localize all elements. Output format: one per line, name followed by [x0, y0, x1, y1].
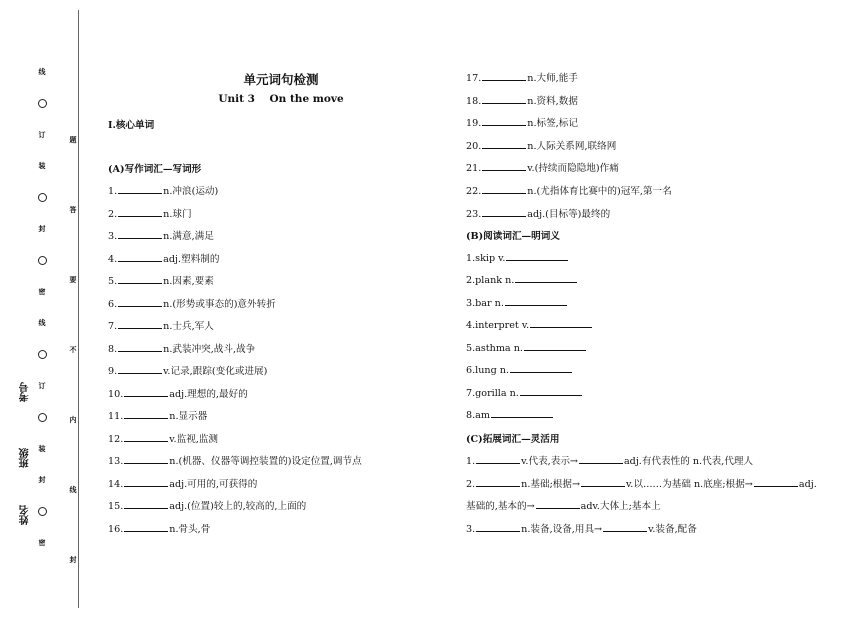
reading-item: 1.skip v. — [466, 251, 569, 264]
answer-blank[interactable] — [124, 522, 168, 532]
extension-item: 1. v.代表,表示→ adj.有代表性的 n.代表,代理人 — [466, 456, 754, 467]
reading-item: 6.lung n. — [466, 363, 573, 376]
reading-item: 7.gorilla n. — [466, 386, 583, 399]
answer-blank[interactable] — [118, 274, 162, 284]
seal-mark: 线 — [38, 68, 46, 76]
answer-blank[interactable] — [476, 477, 520, 487]
binding-margin — [0, 0, 80, 608]
exam-number-label: 考号 — [20, 382, 31, 402]
question-item: 23. adj.(目标等)最终的 — [466, 209, 611, 220]
answer-blank[interactable] — [118, 319, 162, 329]
extension-item-continued: 基础的,基本的→ adv.大体上;基本上 — [466, 501, 661, 512]
answer-blank[interactable] — [124, 409, 168, 419]
seal-mark: 密 — [38, 288, 46, 296]
binding-hole — [38, 193, 47, 202]
question-item: 21. v.(持续而隐隐地)作痛 — [466, 163, 619, 174]
part-b-heading: (B)阅读词汇—明词义 — [466, 231, 560, 242]
question-item: 18. n.资料,数据 — [466, 96, 578, 107]
seal-mark: 密 — [38, 539, 46, 547]
question-item: 10. adj.理想的,最好的 — [108, 389, 248, 400]
question-item: 19. n.标签,标记 — [466, 118, 578, 129]
binding-hole — [38, 99, 47, 108]
answer-blank[interactable] — [536, 499, 580, 509]
question-item: 12. v.监视,监测 — [108, 434, 219, 445]
seal-mark: 不 — [69, 346, 77, 354]
question-item: 14. adj.可用的,可获得的 — [108, 479, 258, 490]
seal-mark: 题 — [69, 136, 77, 144]
answer-blank[interactable] — [124, 477, 168, 487]
answer-blank[interactable] — [124, 387, 168, 397]
question-item: 5. n.因素,要素 — [108, 276, 214, 287]
answer-blank[interactable] — [118, 229, 162, 239]
question-item: 17. n.大师,能手 — [466, 73, 578, 84]
answer-blank[interactable] — [118, 207, 162, 217]
reading-item: 4.interpret v. — [466, 318, 593, 331]
question-item: 7. n.士兵,军人 — [108, 321, 214, 332]
seal-mark: 内 — [69, 416, 77, 424]
question-item: 2. n.球门 — [108, 209, 192, 220]
answer-blank[interactable] — [530, 318, 592, 328]
answer-blank[interactable] — [581, 477, 625, 487]
seal-mark: 答 — [69, 206, 77, 214]
question-item: 11. n.显示器 — [108, 411, 208, 422]
extension-item: 2. n.基础;根据→ v.以……为基础 n.底座;根据→ adj. — [466, 479, 817, 490]
section-heading: Ⅰ.核心单词 — [108, 120, 155, 131]
question-item: 9. v.记录,跟踪(变化或进展) — [108, 366, 268, 377]
part-a-heading: (A)写作词汇—写词形 — [108, 164, 202, 175]
seal-mark: 线 — [69, 486, 77, 494]
answer-blank[interactable] — [520, 386, 582, 396]
question-item: 4. adj.塑料制的 — [108, 254, 220, 265]
seal-mark: 装 — [38, 445, 46, 453]
seal-mark: 订 — [38, 131, 46, 139]
answer-blank[interactable] — [754, 477, 798, 487]
answer-blank[interactable] — [476, 522, 520, 532]
binding-hole — [38, 350, 47, 359]
fold-line — [78, 10, 79, 608]
answer-blank[interactable] — [124, 454, 168, 464]
answer-blank[interactable] — [118, 252, 162, 262]
seal-mark: 封 — [38, 476, 46, 484]
unit-subtitle: Unit 3 On the move — [218, 93, 344, 105]
answer-blank[interactable] — [118, 364, 162, 374]
binding-hole — [38, 256, 47, 265]
question-item: 1. n.冲浪(运动) — [108, 186, 219, 197]
question-item: 16. n.骨头,骨 — [108, 524, 211, 535]
reading-item: 3.bar n. — [466, 296, 568, 309]
part-c-heading: (C)拓展词汇—灵活用 — [466, 434, 560, 445]
answer-blank[interactable] — [118, 184, 162, 194]
answer-blank[interactable] — [515, 273, 577, 283]
question-item: 20. n.人际关系网,联络网 — [466, 141, 617, 152]
answer-blank[interactable] — [482, 184, 526, 194]
reading-item: 2.plank n. — [466, 273, 578, 286]
seal-mark: 封 — [38, 225, 46, 233]
answer-blank[interactable] — [118, 342, 162, 352]
answer-blank[interactable] — [506, 251, 568, 261]
answer-blank[interactable] — [482, 139, 526, 149]
answer-blank[interactable] — [505, 296, 567, 306]
answer-blank[interactable] — [482, 207, 526, 217]
question-item: 22. n.(尤指体育比赛中的)冠军,第一名 — [466, 186, 672, 197]
seal-mark: 要 — [69, 276, 77, 284]
answer-blank[interactable] — [482, 94, 526, 104]
class-label: 班级 — [20, 448, 31, 468]
reading-item: 5.asthma n. — [466, 341, 587, 354]
binding-hole — [38, 413, 47, 422]
question-item: 8. n.武装冲突,战斗,战争 — [108, 344, 256, 355]
question-item: 6. n.(形势或事态的)意外转折 — [108, 299, 276, 310]
answer-blank[interactable] — [482, 161, 526, 171]
extension-item: 3. n.装备,设备,用具→ v.装备,配备 — [466, 524, 697, 535]
seal-mark: 线 — [38, 319, 46, 327]
answer-blank[interactable] — [124, 499, 168, 509]
answer-blank[interactable] — [510, 363, 572, 373]
seal-mark: 订 — [38, 382, 46, 390]
answer-blank[interactable] — [476, 454, 520, 464]
reading-item: 8.am — [466, 408, 554, 421]
answer-blank[interactable] — [603, 522, 647, 532]
binding-hole — [38, 507, 47, 516]
answer-blank[interactable] — [491, 408, 553, 418]
question-item: 15. adj.(位置)较上的,较高的,上面的 — [108, 501, 307, 512]
answer-blank[interactable] — [579, 454, 623, 464]
question-item: 13. n.(机器、仪器等调控装置的)设定位置,调节点 — [108, 456, 362, 467]
page-title: 单元词句检测 — [243, 72, 319, 87]
name-label: 姓名 — [20, 505, 31, 525]
question-item: 3. n.满意,满足 — [108, 231, 214, 242]
answer-blank[interactable] — [482, 116, 526, 126]
answer-blank[interactable] — [124, 432, 168, 442]
answer-blank[interactable] — [524, 341, 586, 351]
answer-blank[interactable] — [482, 71, 526, 81]
seal-mark: 装 — [38, 162, 46, 170]
answer-blank[interactable] — [118, 297, 162, 307]
seal-line-outer — [35, 68, 49, 570]
seal-mark: 封 — [69, 556, 77, 564]
